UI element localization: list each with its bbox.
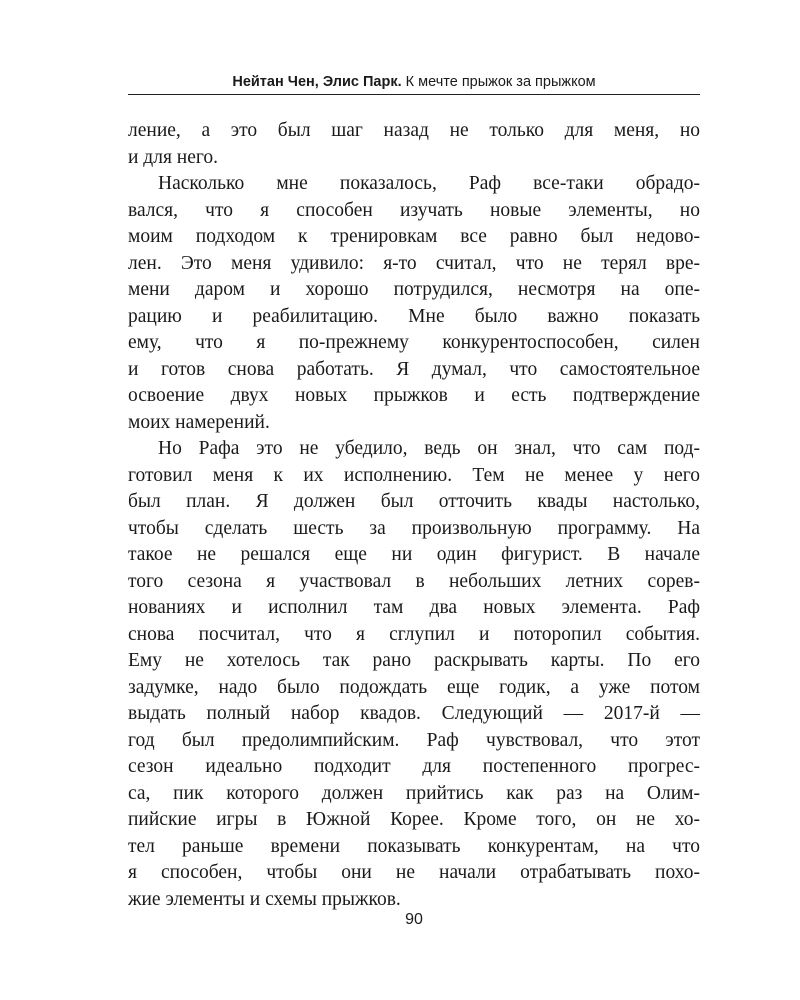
text-line: вался, что я способен изучать новые элементы, но <box>128 199 700 221</box>
text-line: чтобы сделать шесть за произвольную программу. На <box>128 517 700 539</box>
text-line: выдать полный набор квадов. Следующий — 2017-й — <box>128 703 700 724</box>
paragraph-first-line: Но Рафа это не убедило, ведь он знал, что сам под- <box>158 438 700 459</box>
text-line: и готов снова работать. Я думал, что самостоятельное <box>128 358 700 380</box>
text-line: тел раньше времени показывать конкурентам, на что <box>128 835 700 857</box>
text-line: ему, что я по-прежнему конкурентоспособен, силен <box>128 332 700 353</box>
running-header <box>128 70 700 95</box>
text-line: задумке, надо было подождать еще годик, а уже потом <box>128 676 700 698</box>
text-line: нованиях и исполнил там два новых элемента. Раф <box>128 597 700 618</box>
text-line: сезон идеально подходит для постепенного прогрес- <box>128 756 700 777</box>
text-line: рацию и реабилитацию. Мне было важно показать <box>128 305 700 327</box>
body-text <box>128 118 700 913</box>
text-line: был план. Я должен был отточить квады настолько, <box>128 491 700 512</box>
text-line: моих намерений. <box>128 411 270 433</box>
text-line: снова посчитал, что я сглупил и поторопил события. <box>128 623 700 645</box>
text-line: Ему не хотелось так рано раскрывать карты. По его <box>128 650 700 671</box>
text-line: жие элементы и схемы прыжков. <box>128 888 401 910</box>
text-line: я способен, чтобы они не начали отрабатывать похо- <box>128 862 700 883</box>
text-line: пийские игры в Южной Корее. Кроме того, он не хо- <box>128 809 700 830</box>
text-line: мени даром и хорошо потрудился, несмотря на опе- <box>128 279 700 300</box>
text-line: такое не решался еще ни один фигурист. В начале <box>128 544 700 565</box>
text-line: освоение двух новых прыжков и есть подтверждение <box>128 385 700 406</box>
text-line: готовил меня к их исполнению. Тем не менее у него <box>128 464 700 486</box>
header-authors: Нейтан Чен, Элис Парк. <box>232 74 402 90</box>
text-line: ление, а это был шаг назад не только для меня, но <box>128 120 700 141</box>
text-line: са, пик которого должен прийтись как раз на Олим- <box>128 782 700 804</box>
page-number: 90 <box>405 911 423 928</box>
text-line: год был предолимпийским. Раф чувствовал, что этот <box>128 729 700 751</box>
text-line: того сезона я участвовал в небольших летних сорев- <box>128 570 700 592</box>
paragraph-first-line: Насколько мне показалось, Раф все-таки обрадо- <box>158 173 700 194</box>
header-book-title: К мечте прыжок за прыжком <box>405 74 596 90</box>
text-line: и для него. <box>128 146 219 168</box>
text-line: моим подходом к тренировкам все равно был недово- <box>128 226 700 247</box>
text-line: лен. Это меня удивило: я-то считал, что не терял вре- <box>128 252 700 274</box>
